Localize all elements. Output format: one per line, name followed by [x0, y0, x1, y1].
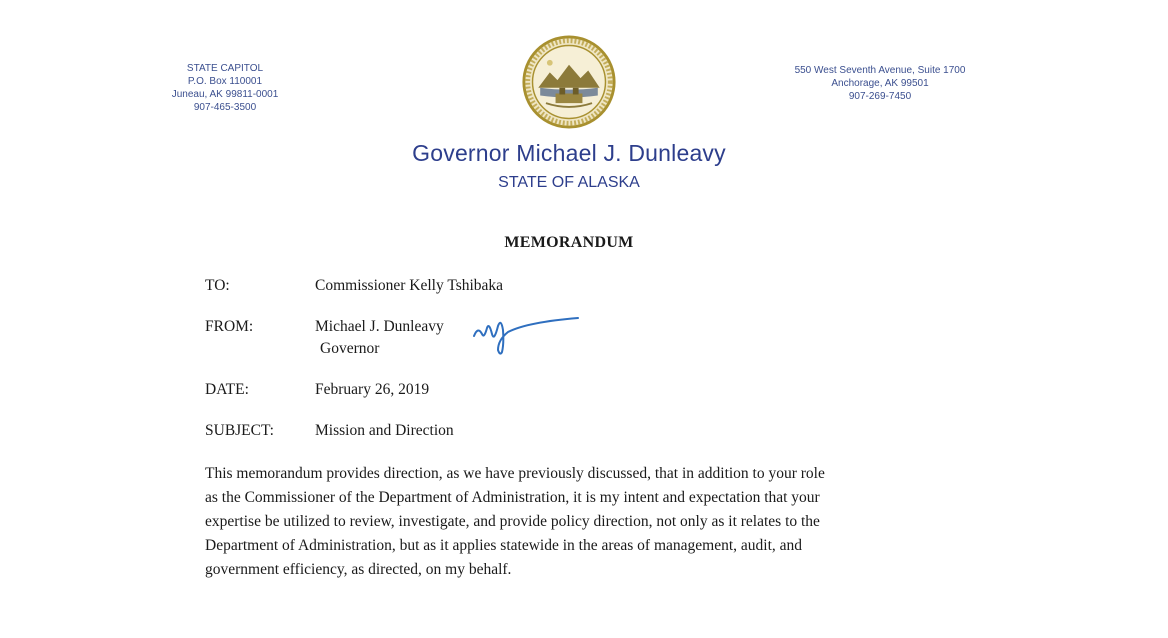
governor-name: Governor Michael J. Dunleavy	[412, 140, 726, 166]
body-line: expertise be utilized to review, investigate, and provide policy direction, not only as it relates to the	[205, 513, 820, 530]
to-value: Commissioner Kelly Tshibaka	[315, 277, 504, 294]
from-label: FROM:	[205, 318, 254, 335]
body-line: government efficiency, as directed, on my behalf.	[205, 561, 512, 578]
left-address-block	[150, 62, 300, 114]
memo-title: MEMORANDUM	[504, 234, 634, 251]
body-line: Department of Administration, but as it applies statewide in the areas of management, audit, and	[205, 537, 803, 554]
address-line: 907-269-7450	[848, 91, 912, 102]
right-address-block	[770, 64, 990, 103]
body-line: as the Commissioner of the Department of Administration, it is my intent and expectation that your	[205, 489, 820, 506]
subject-label: SUBJECT:	[205, 422, 274, 439]
date-value: February 26, 2019	[315, 381, 430, 398]
from-title: Governor	[320, 340, 380, 357]
address-line: P.O. Box 110001	[187, 76, 263, 87]
to-label: TO:	[205, 277, 230, 294]
address-line: Juneau, AK 99811-0001	[171, 89, 279, 100]
address-line: Anchorage, AK 99501	[831, 78, 929, 89]
address-line: 550 West Seventh Avenue, Suite 1700	[794, 65, 966, 76]
handwritten-signature-icon	[470, 312, 582, 358]
date-label: DATE:	[205, 381, 249, 398]
memo-body	[205, 462, 945, 582]
address-line: 907-465-3500	[193, 102, 257, 113]
state-name: STATE OF ALASKA	[498, 174, 640, 191]
subject-value: Mission and Direction	[315, 422, 454, 439]
state-seal-icon	[521, 34, 617, 130]
address-line: STATE CAPITOL	[186, 63, 264, 74]
from-value: Michael J. Dunleavy	[315, 318, 444, 335]
body-line: This memorandum provides direction, as we have previously discussed, that in addition to your role	[205, 465, 825, 482]
